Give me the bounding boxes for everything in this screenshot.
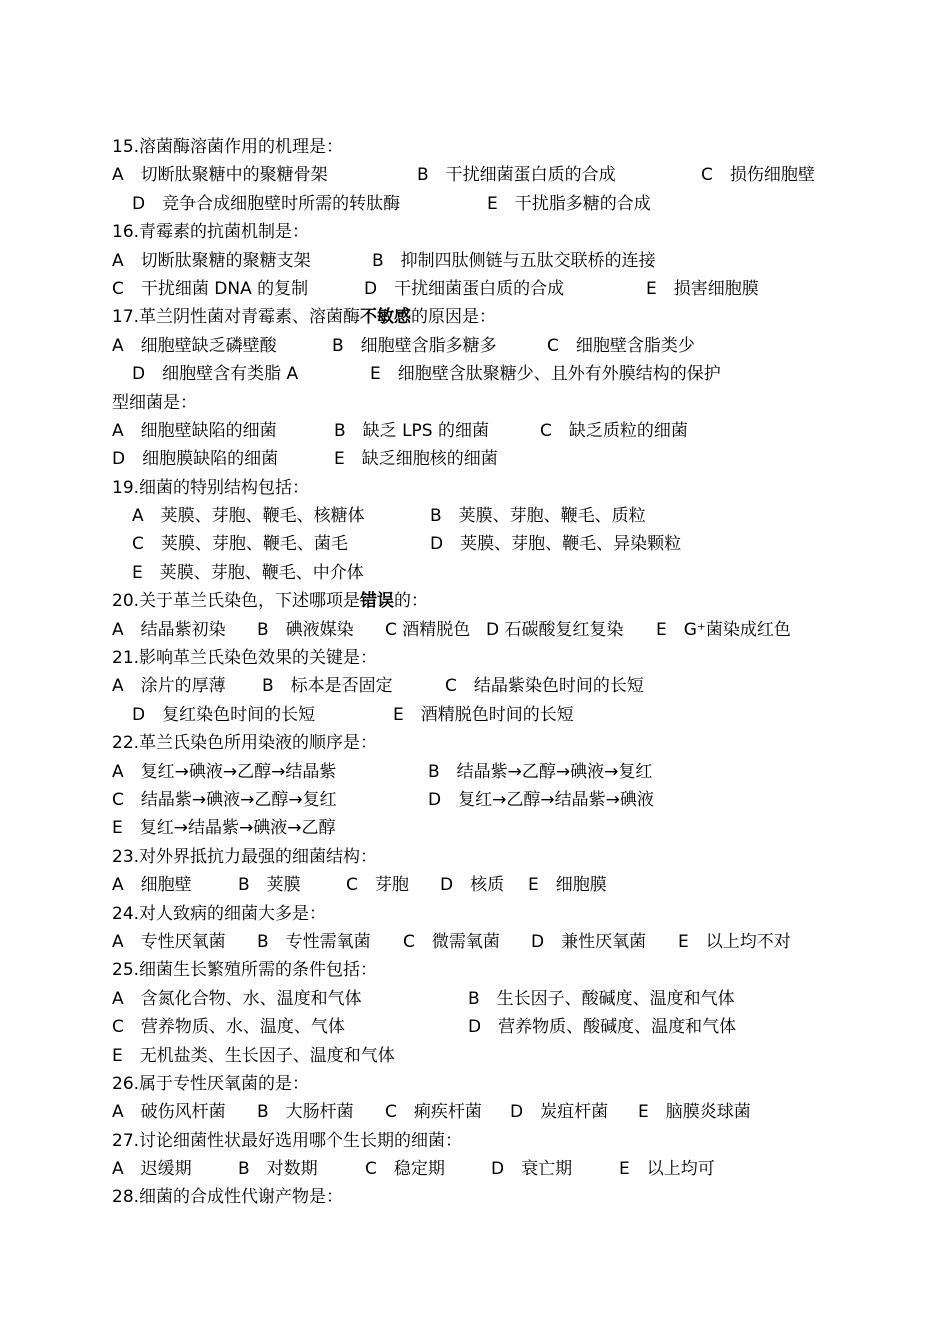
text-line (0, 332, 950, 360)
question-stem (112, 843, 377, 871)
stem-text: 15.溶菌酶溶菌作用的机理是： (112, 137, 344, 157)
document-page (0, 133, 950, 1212)
stem-text: 型细菌是： (112, 392, 197, 413)
answer-option: E 脑膜炎球菌 (638, 1102, 751, 1123)
answer-option: E G⁺菌染成红色 (656, 619, 791, 640)
text-line (0, 360, 950, 388)
answer-option: E 损害细胞膜 (646, 278, 759, 299)
text-line (0, 1013, 950, 1041)
answer-option: C 营养物质、水、温度、气体 (112, 1017, 345, 1038)
text-line (0, 530, 950, 558)
answer-option: E 以上均不对 (678, 931, 791, 952)
answer-option: C 结晶紫染色时间的长短 (445, 676, 644, 697)
emphasis-text: 不敏感 (360, 307, 412, 328)
text-line (0, 644, 950, 672)
text-line (0, 247, 950, 275)
stem-text: 16.青霉素的抗菌机制是： (112, 222, 310, 243)
answer-option: E 干扰脂多糖的合成 (487, 193, 651, 214)
question-stem (112, 956, 377, 984)
answer-option: A 切断肽聚糖的聚糖支架 (112, 250, 311, 271)
answer-option: D 兼性厌氧菌 (531, 931, 647, 952)
stem-text: 20.关于革兰氏染色，下述哪项是 (112, 591, 361, 612)
answer-option: A 细胞壁 (112, 875, 192, 896)
question-stem (112, 1183, 343, 1211)
text-line (0, 1098, 950, 1126)
question-stem (112, 1127, 462, 1155)
answer-option: A 涂片的厚薄 (112, 676, 226, 697)
answer-option: B 抑制四肽侧链与五肽交联桥的连接 (372, 250, 656, 271)
text-line (0, 701, 950, 729)
answer-option: E 荚膜、芽胞、鞭毛、中介体 (132, 562, 364, 583)
answer-option: C 稳定期 (365, 1159, 445, 1180)
answer-option: D 复红染色时间的长短 (132, 704, 316, 725)
text-line (0, 985, 950, 1013)
text-line (0, 1155, 950, 1183)
answer-option: D 石碳酸复红复染 (486, 619, 624, 640)
text-line (0, 814, 950, 842)
question-stem (112, 303, 496, 331)
question-stem (112, 729, 377, 757)
text-line (0, 303, 950, 331)
text-line (0, 190, 950, 218)
answer-option: A 专性厌氧菌 (112, 931, 226, 952)
stem-text: 22.革兰氏染色所用染液的顺序是： (112, 733, 378, 754)
answer-option: D 核质 (440, 875, 505, 896)
answer-option: B 干扰细菌蛋白质的合成 (417, 165, 616, 186)
question-stem (112, 900, 326, 928)
question-stem (112, 133, 343, 161)
answer-option: E 以上均可 (619, 1159, 715, 1180)
answer-option: B 对数期 (238, 1159, 318, 1180)
text-line (0, 587, 950, 615)
answer-option: A 细胞壁缺乏磷壁酸 (112, 335, 277, 356)
answer-option: D 复红→乙醇→结晶紫→碘液 (428, 789, 654, 810)
text-line (0, 843, 950, 871)
answer-option: C 痢疾杆菌 (385, 1102, 482, 1123)
emphasis-text: 错误 (360, 591, 395, 612)
answer-option: D 细胞膜缺陷的细菌 (112, 449, 279, 470)
question-stem (112, 644, 377, 672)
answer-option: C 芽胞 (346, 875, 409, 896)
stem-text: 的： (394, 591, 429, 612)
stem-text: 19.细菌的特别结构包括： (112, 477, 310, 498)
stem-text: 25.细菌生长繁殖所需的条件包括： (112, 960, 378, 981)
stem-text: 17.革兰阴性菌对青霉素、溶菌酶 (112, 307, 361, 328)
answer-option: C 损伤细胞壁 (701, 165, 815, 186)
text-line (0, 729, 950, 757)
answer-option: B 碘液媒染 (257, 619, 354, 640)
text-line (0, 559, 950, 587)
text-line (0, 218, 950, 246)
answer-option: E 酒精脱色时间的长短 (393, 704, 574, 725)
answer-option: D 营养物质、酸碱度、温度和气体 (468, 1017, 737, 1038)
answer-option: A 迟缓期 (112, 1159, 192, 1180)
question-stem (112, 1070, 309, 1098)
answer-option: A 结晶紫初染 (112, 619, 226, 640)
text-line (0, 900, 950, 928)
text-line (0, 758, 950, 786)
answer-option: C 干扰细菌 DNA 的复制 (112, 278, 309, 299)
text-line (0, 133, 950, 161)
answer-option: C 细胞壁含脂类少 (547, 335, 695, 356)
answer-option: A 复红→碘液→乙醇→结晶紫 (112, 761, 337, 782)
answer-option: A 含氮化合物、水、温度和气体 (112, 988, 362, 1009)
answer-option: E 无机盐类、生长因子、温度和气体 (112, 1045, 395, 1066)
text-line (0, 417, 950, 445)
answer-option: C 微需氧菌 (403, 931, 500, 952)
text-line (0, 474, 950, 502)
answer-option: B 荚膜 (238, 875, 301, 896)
answer-option: E 缺乏细胞核的细菌 (334, 449, 498, 470)
answer-option: D 衰亡期 (491, 1159, 573, 1180)
text-line (0, 161, 950, 189)
answer-option: A 细胞壁缺陷的细菌 (112, 420, 277, 441)
text-line (0, 928, 950, 956)
answer-option: B 标本是否固定 (262, 676, 393, 697)
stem-text: 的原因是： (411, 307, 497, 328)
answer-option: D 荚膜、芽胞、鞭毛、异染颗粒 (430, 534, 682, 555)
text-line (0, 1183, 950, 1211)
answer-option: C 荚膜、芽胞、鞭毛、菌毛 (132, 534, 348, 555)
text-line (0, 1042, 950, 1070)
answer-option: C 结晶紫→碘液→乙醇→复红 (112, 789, 337, 810)
stem-text: 24.对人致病的细菌大多是： (112, 903, 327, 924)
text-line (0, 1127, 950, 1155)
answer-option: B 荚膜、芽胞、鞭毛、质粒 (430, 506, 646, 527)
answer-option: D 竞争合成细胞壁时所需的转肽酶 (132, 193, 401, 214)
answer-option: B 专性需氧菌 (257, 931, 371, 952)
question-stem (112, 218, 309, 246)
stem-text: 27.讨论细菌性状最好选用哪个生长期的细菌： (112, 1130, 463, 1151)
answer-option: B 大肠杆菌 (257, 1102, 354, 1123)
answer-option: B 结晶紫→乙醇→碘液→复红 (428, 761, 653, 782)
text-line (0, 956, 950, 984)
answer-option: C 缺乏质粒的细菌 (540, 420, 688, 441)
answer-option: A 破伤风杆菌 (112, 1102, 226, 1123)
text-line (0, 1070, 950, 1098)
text-line (0, 672, 950, 700)
answer-option: D 炭疽杆菌 (510, 1102, 609, 1123)
stem-text: 21.影响革兰氏染色效果的关键是： (112, 648, 378, 669)
stem-text: 23.对外界抵抗力最强的细菌结构： (112, 846, 378, 867)
text-line (0, 871, 950, 899)
answer-option: E 复红→结晶紫→碘液→乙醇 (112, 818, 336, 839)
answer-option: E 细胞壁含肽聚糖少、且外有外膜结构的保护 (370, 364, 721, 385)
answer-option: C 酒精脱色 (385, 619, 471, 640)
answer-option: A 切断肽聚糖中的聚糖骨架 (112, 165, 328, 186)
question-stem (112, 474, 309, 502)
text-line (0, 389, 950, 417)
answer-option: B 细胞壁含脂多糖多 (332, 335, 497, 356)
stem-text: 28.细菌的合成性代谢产物是： (112, 1187, 344, 1208)
answer-option: E 细胞膜 (528, 875, 607, 896)
question-stem (112, 389, 197, 417)
text-line (0, 786, 950, 814)
stem-text: 26.属于专性厌氧菌的是： (112, 1073, 310, 1094)
text-line (0, 502, 950, 530)
text-line (0, 275, 950, 303)
answer-option: B 缺乏 LPS 的细菌 (334, 420, 489, 441)
question-stem (112, 587, 428, 615)
answer-option: D 干扰细菌蛋白质的合成 (364, 278, 565, 299)
answer-option: B 生长因子、酸碱度、温度和气体 (468, 988, 735, 1009)
answer-option: A 荚膜、芽胞、鞭毛、核糖体 (132, 506, 365, 527)
text-line (0, 445, 950, 473)
answer-option: D 细胞壁含有类脂 A (132, 364, 299, 385)
text-line (0, 616, 950, 644)
